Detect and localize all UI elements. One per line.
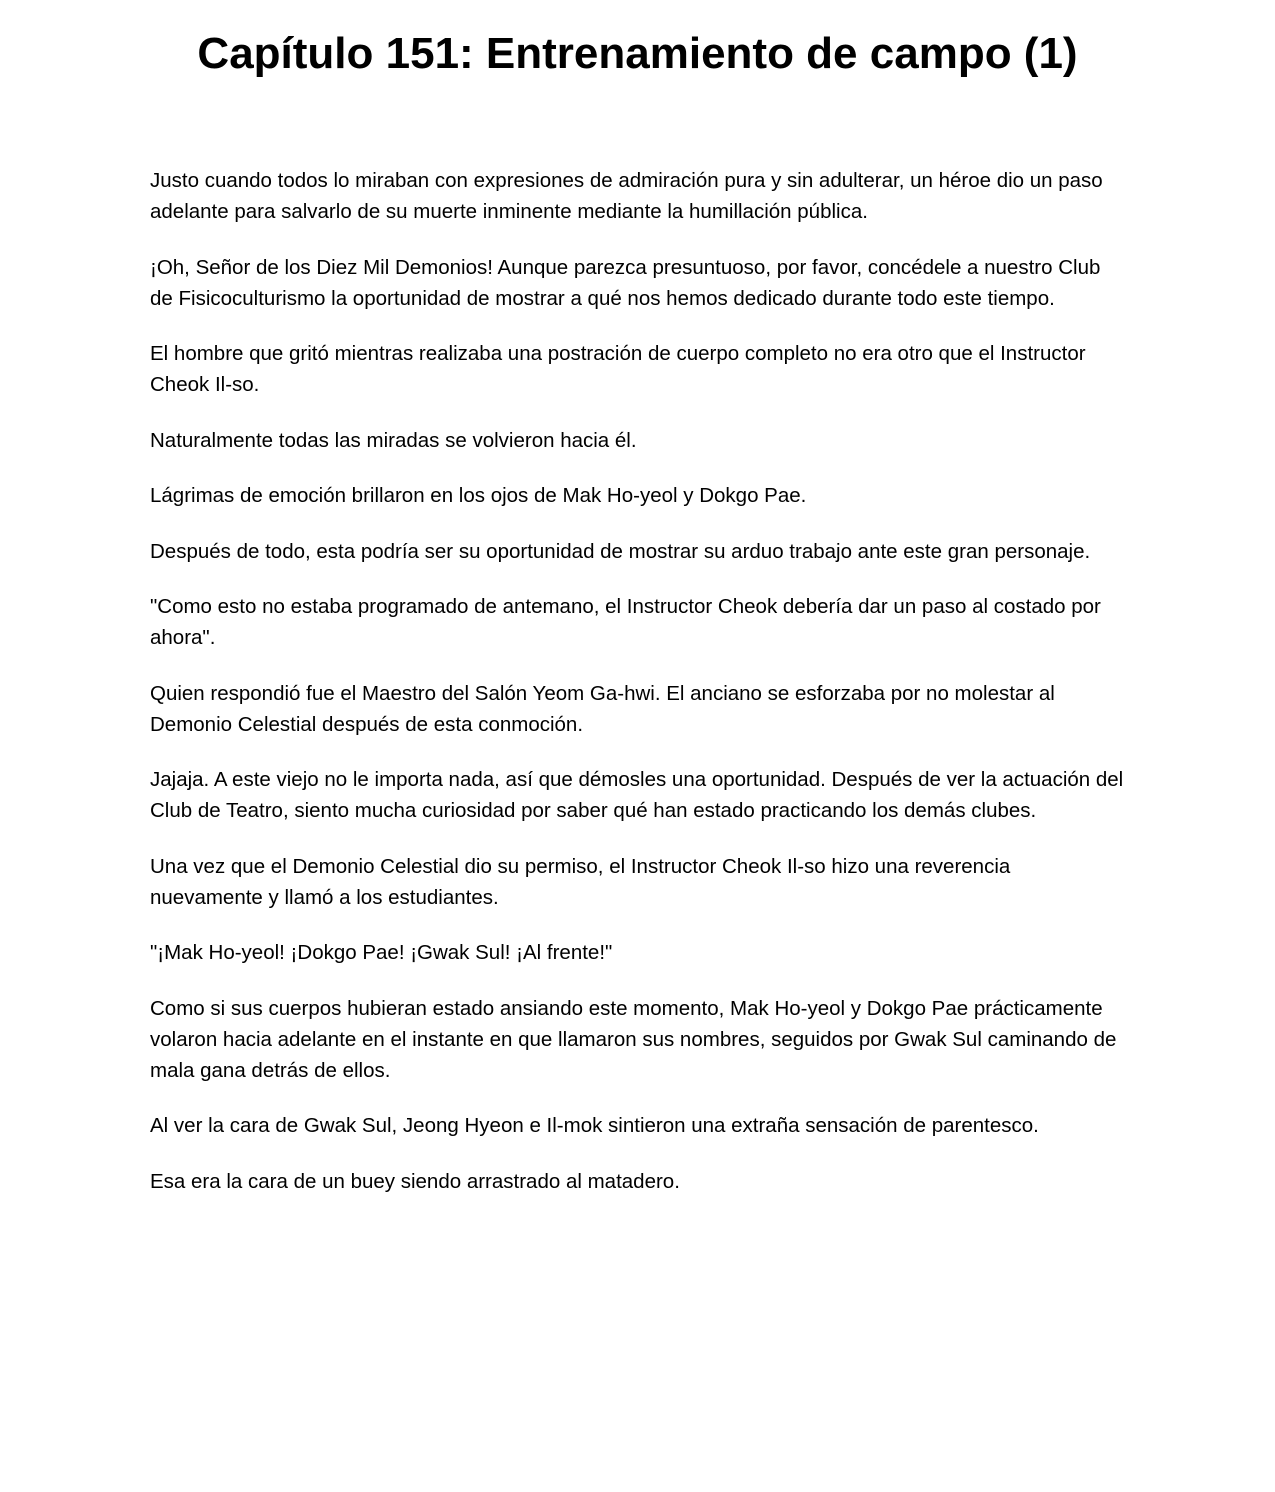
paragraph: Justo cuando todos lo miraban con expresiones de admiración pura y sin adulterar, un héroe dio un paso adelante para salvarlo de su muerte inminente mediante la humillación pública.	[150, 169, 1103, 223]
paragraph: Esa era la cara de un buey siendo arrastrado al matadero.	[150, 1169, 680, 1193]
paragraph: Lágrimas de emoción brillaron en los ojos de Mak Ho-yeol y Dokgo Pae.	[150, 484, 807, 507]
paragraph: Quien respondió fue el Maestro del Salón Yeom Ga-hwi. El anciano se esforzaba por no molestar al Demonio Celestial después de esta conmoción.	[150, 681, 1055, 736]
paragraph: Al ver la cara de Gwak Sul, Jeong Hyeon e Il-mok sintieron una extraña sensación de parentesco.	[150, 1114, 1039, 1137]
paragraph: "¡Mak Ho-yeol! ¡Dokgo Pae! ¡Gwak Sul! ¡Al frente!"	[150, 941, 613, 964]
paragraph: Naturalmente todas las miradas se volvieron hacia él.	[150, 428, 637, 452]
paragraph: El hombre que gritó mientras realizaba una postración de cuerpo completo no era otro que el Instructor Cheok Il-so.	[150, 342, 1086, 396]
chapter-title: Capítulo 151: Entrenamiento de campo (1)	[197, 29, 1078, 78]
paragraph: Jajaja. A este viejo no le importa nada, así que démosles una oportunidad. Después de ver la actuación del Club de Teatro, siento mucha curiosidad por saber qué han estado practicando los demás clubes.	[150, 768, 1124, 822]
paragraph: Como si sus cuerpos hubieran estado ansiando este momento, Mak Ho-yeol y Dokgo Pae prácticamente volaron hacia adelante en el instante en que llamaron sus nombres, seguidos por Gwak Sul caminando de mala gana detrás de ellos.	[150, 996, 1117, 1082]
paragraph: Una vez que el Demonio Celestial dio su permiso, el Instructor Cheok Il-so hizo una reverencia nuevamente y llamó a los estudiantes.	[150, 854, 1011, 909]
paragraph: "Como esto no estaba programado de antemano, el Instructor Cheok debería dar un paso al costado por ahora".	[150, 595, 1101, 649]
chapter-body	[150, 165, 1125, 1221]
paragraph: Después de todo, esta podría ser su oportunidad de mostrar su arduo trabajo ante este gran personaje.	[150, 539, 1091, 563]
paragraph: ¡Oh, Señor de los Diez Mil Demonios! Aunque parezca presuntuoso, por favor, concédele a nuestro Club de Fisicoculturismo la oportunidad de mostrar a qué nos hemos dedicado durante todo este tiempo.	[150, 255, 1101, 310]
